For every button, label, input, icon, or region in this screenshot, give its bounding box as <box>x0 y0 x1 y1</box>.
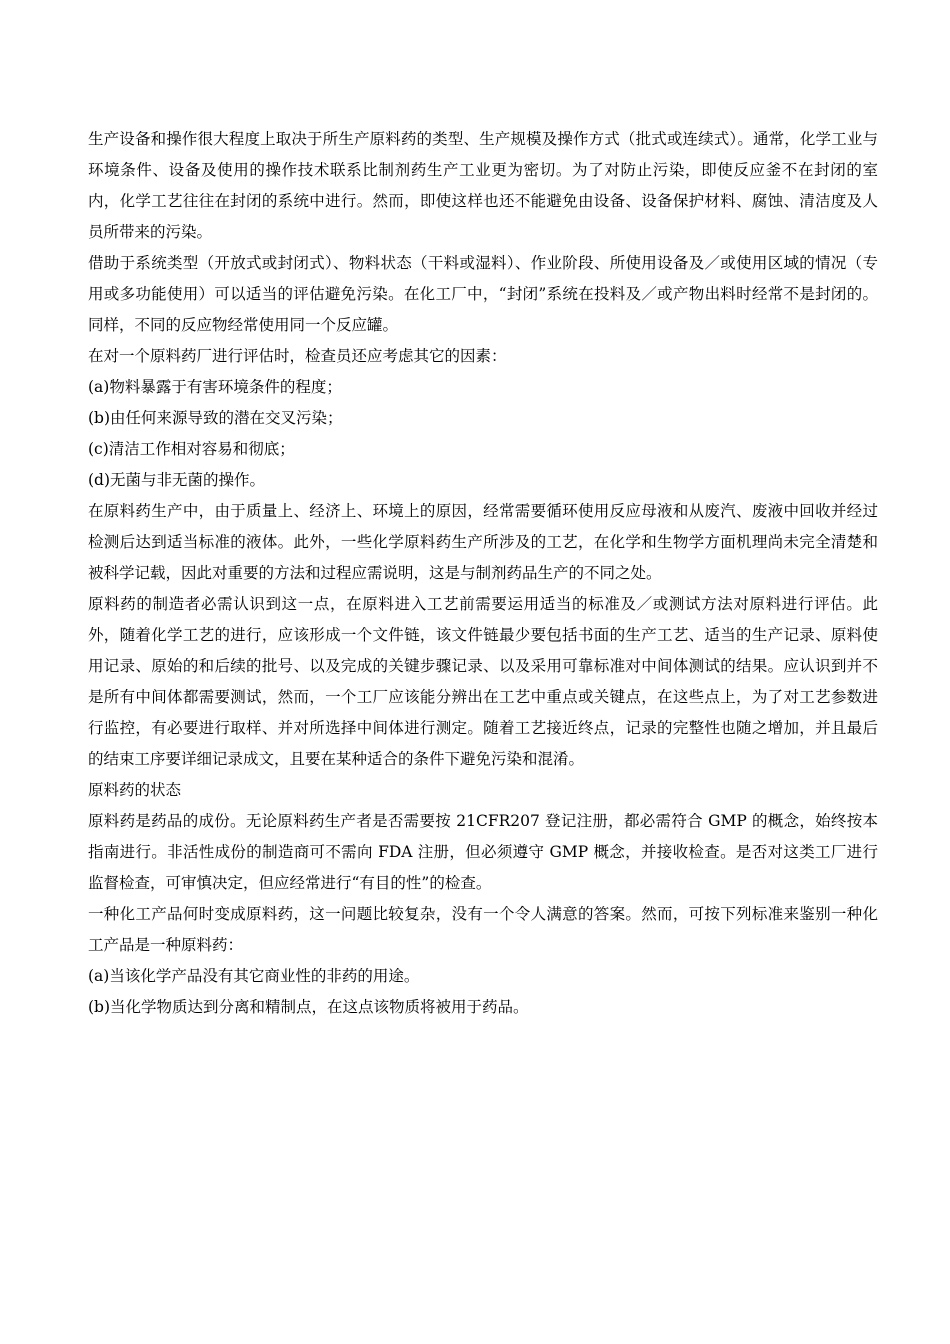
paragraph-equipment-operations: 生产设备和操作很大程度上取决于所生产原料药的类型、生产规模及操作方式（批式或连续式）。通常，化学工业与环境条件、设备及使用的操作技术联系比制剂药生产工业更为密切。为了对防止污染，即使反应釜不在封闭的室内，化学工艺往往在封闭的系统中进行。然而，即使这样也还不能避免由设备、设备保护材料、腐蚀、清洁度及人员所带来的污染。 <box>88 130 878 241</box>
list-item-criterion-a: (a)当该化学产品没有其它商业性的非药的用途。 <box>88 967 420 985</box>
paragraph-inspection-factors-intro: 在对一个原料药厂进行评估时，检查员还应考虑其它的因素： <box>88 347 507 365</box>
paragraph-recycling-liquids: 在原料药生产中，由于质量上、经济上、环境上的原因，经常需要循环使用反应母液和从废汽、废液中回收并经过检测后达到适当标准的液体。此外，一些化学原料药生产所涉及的工艺，在化学和生物学方面机理尚未完全清楚和被科学记载，因此对重要的方法和过程应需说明，这是与制剂药品生产的不同之处。 <box>88 502 878 582</box>
list-item-factor-a: (a)物料暴露于有害环境条件的程度； <box>88 378 342 396</box>
document-body <box>88 124 878 1023</box>
paragraph-system-types: 借助于系统类型（开放式或封闭式）、物料状态（干料或湿料）、作业阶段、所使用设备及／或使用区域的情况（专用或多功能使用）可以适当的评估避免污染。在化工厂中，“封闭”系统在投料及／或产物出料时经常不是封闭的。同样，不同的反应物经常使用同一个反应罐。 <box>88 254 878 334</box>
section-heading-api-status: 原料药的状态 <box>88 781 182 799</box>
list-item-factor-c: (c)清洁工作相对容易和彻底； <box>88 440 295 458</box>
list-item-criterion-b: (b)当化学物质达到分离和精制点，在这点该物质将被用于药品。 <box>88 998 529 1016</box>
paragraph-api-registration: 原料药是药品的成份。无论原料药生产者是否需要按 21CFR207 登记注册，都必需符合 GMP 的概念，始终按本指南进行。非活性成份的制造商可不需向 FDA 注册，但必须遵守 GMP 概念，并接收检查。是否对这类工厂进行监督检查，可审慎决定，但应经常进行“有目的性”的检查。 <box>88 812 878 892</box>
paragraph-documentation-chain: 原料药的制造者必需认识到这一点，在原料进入工艺前需要运用适当的标准及／或测试方法对原料进行评估。此外，随着化学工艺的进行，应该形成一个文件链，该文件链最少要包括书面的生产工艺、适当的生产记录、原料使用记录、原始的和后续的批号、以及完成的关键步骤记录、以及采用可靠标准对中间体测试的结果。应认识到并不是所有中间体都需要测试，然而，一个工厂应该能分辨出在工艺中重点或关键点，在这些点上，为了对工艺参数进行监控，有必要进行取样、并对所选择中间体进行测定。随着工艺接近终点，记录的完整性也随之增加，并且最后的结束工序要详细记录成文，且要在某种适合的条件下避免污染和混淆。 <box>88 595 878 768</box>
list-item-factor-b: (b)由任何来源导致的潜在交叉污染； <box>88 409 343 427</box>
paragraph-api-criteria-intro: 一种化工产品何时变成原料药，这一问题比较复杂，没有一个令人满意的答案。然而，可按下列标准来鉴别一种化工产品是一种原料药： <box>88 905 878 954</box>
list-item-factor-d: (d)无菌与非无菌的操作。 <box>88 471 266 489</box>
